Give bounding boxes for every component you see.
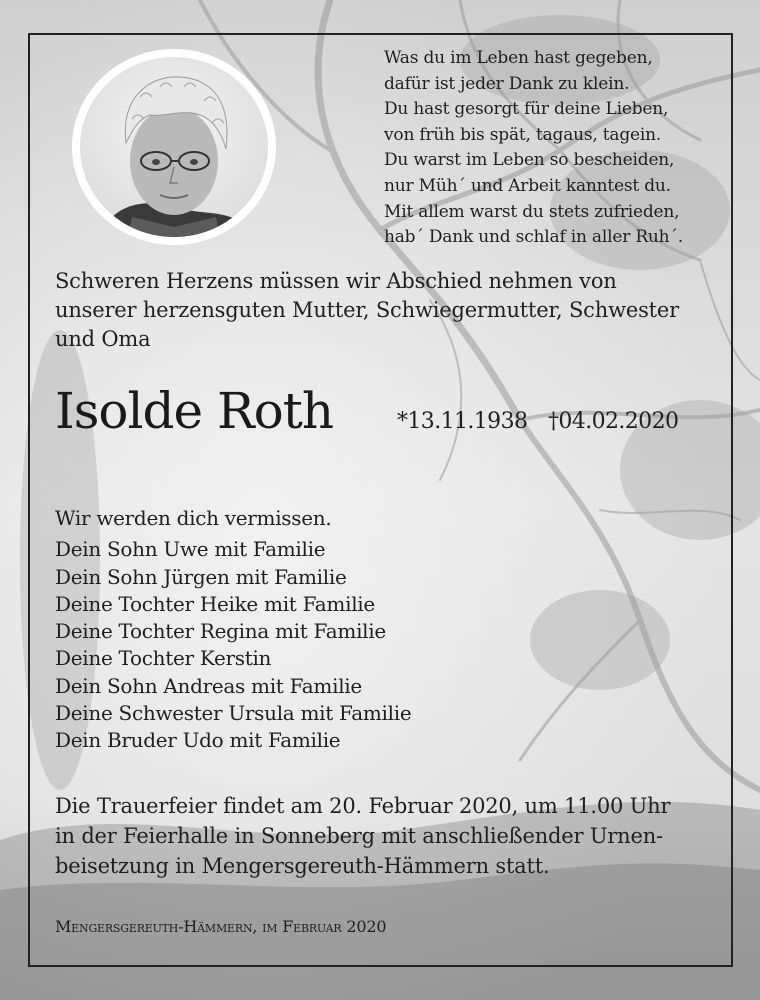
intro-line: Schweren Herzens müssen wir Abschied nehmen von: [55, 269, 617, 293]
poem-line: dafür ist jeder Dank zu klein.: [384, 73, 630, 94]
poem-line: hab´ Dank und schlaf in aller Ruh´.: [384, 227, 683, 248]
family-member: Dein Bruder Udo mit Familie: [55, 728, 341, 753]
death-date: †04.02.2020: [548, 409, 679, 434]
portrait-photo: [72, 49, 276, 245]
funeral-notice: [55, 791, 715, 881]
poem-line: Was du im Leben hast gegeben,: [384, 48, 653, 68]
intro-line: unserer herzensguten Mutter, Schwiegermutter, Schwester: [55, 298, 679, 322]
family-member: Deine Tochter Kerstin: [55, 646, 272, 671]
intro-text: [55, 267, 715, 354]
poem-line: von früh bis spät, tagaus, tagein.: [384, 124, 662, 145]
funeral-line: in der Feierhalle in Sonneberg mit anschließender Urnen-: [55, 824, 663, 848]
poem-line: Mit allem warst du stets zufrieden,: [384, 201, 680, 222]
intro-line: und Oma: [55, 327, 151, 351]
poem-line: Du hast gesorgt für deine Lieben,: [384, 99, 669, 120]
family-member: Dein Sohn Andreas mit Familie: [55, 673, 362, 698]
poem-line: nur Müh´ und Arbeit kanntest du.: [384, 175, 671, 196]
place-and-date: Mengersgereuth-Hämmern, im Februar 2020: [55, 917, 387, 936]
birth-date: *13.11.1938: [397, 409, 528, 434]
family-member: Dein Sohn Jürgen mit Familie: [55, 564, 347, 589]
family-member: Deine Schwester Ursula mit Familie: [55, 701, 412, 726]
deceased-name: Isolde Roth: [55, 382, 334, 440]
family-member: Dein Sohn Uwe mit Familie: [55, 537, 326, 562]
family-member: Deine Tochter Heike mit Familie: [55, 591, 375, 616]
funeral-line: beisetzung in Mengersgereuth-Hämmern statt.: [55, 854, 550, 878]
family-member: Deine Tochter Regina mit Familie: [55, 619, 386, 644]
family-list: [55, 505, 555, 755]
poem-line: Du warst im Leben so bescheiden,: [384, 150, 675, 171]
funeral-line: Die Trauerfeier findet am 20. Februar 2020, um 11.00 Uhr: [55, 794, 671, 818]
poem: [384, 46, 714, 251]
family-lead: Wir werden dich vermissen.: [55, 506, 332, 530]
